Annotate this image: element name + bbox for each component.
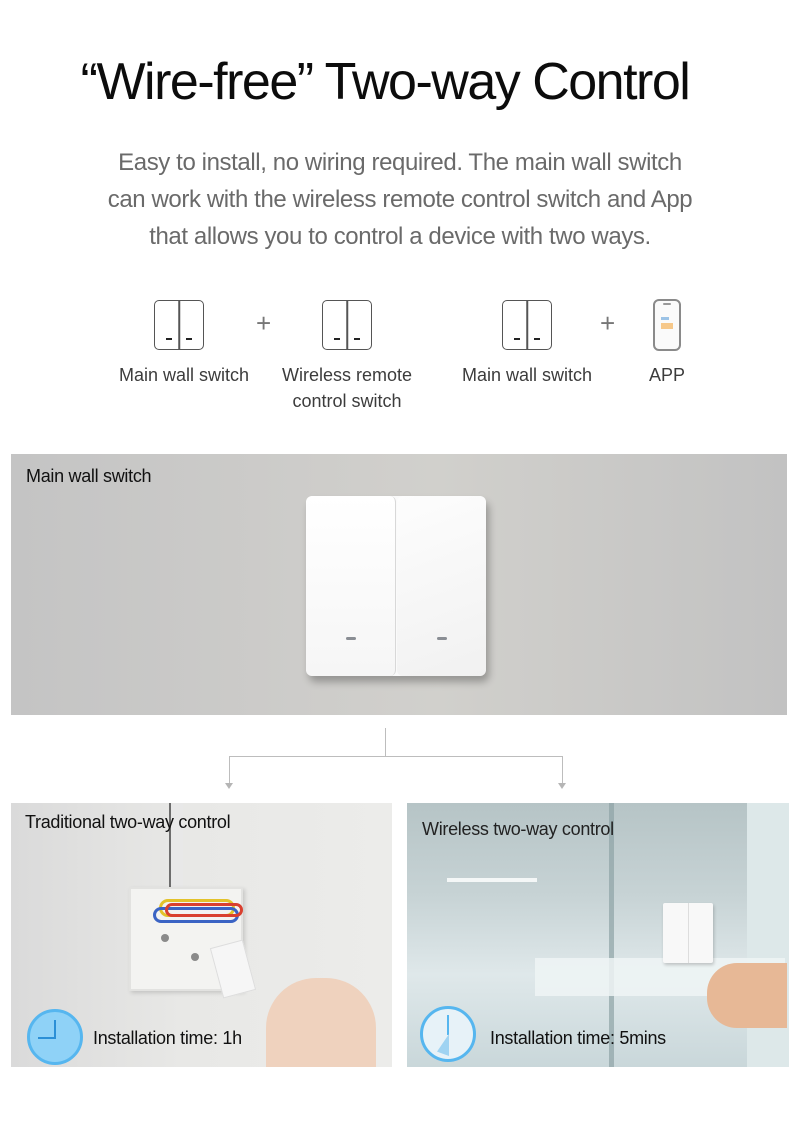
combo-wall-plus-app xyxy=(430,290,730,420)
connector-line xyxy=(229,756,563,757)
connector-line xyxy=(385,728,386,756)
two-gang-switch-icon xyxy=(154,300,204,350)
led-indicator-icon xyxy=(437,637,447,640)
subtitle-line: can work with the wireless remote control switch and App xyxy=(107,186,693,213)
hand-image xyxy=(707,963,787,1028)
panel-label: Wireless two-way control xyxy=(422,819,614,839)
installation-time: Installation time: 1h xyxy=(93,1028,242,1048)
combo-label: Wireless remote control switch xyxy=(281,365,413,411)
installation-time: Installation time: 5mins xyxy=(490,1028,666,1048)
wall-switch-image xyxy=(306,496,486,676)
led-indicator-icon xyxy=(346,637,356,640)
two-gang-switch-icon xyxy=(322,300,372,350)
combo-label: Main wall switch xyxy=(118,365,250,385)
wireless-switch-image xyxy=(663,903,713,963)
combo-label: Main wall switch xyxy=(461,365,593,385)
connector-line xyxy=(229,756,230,784)
hand-image xyxy=(266,978,376,1067)
rocker-right xyxy=(397,496,486,676)
arrow-down-icon xyxy=(225,783,233,789)
page-title: “Wire-free” Two-way Control xyxy=(80,53,690,111)
smartphone-icon xyxy=(653,299,681,351)
combo-wall-plus-remote xyxy=(0,290,430,420)
two-gang-switch-icon xyxy=(502,300,552,350)
traditional-control-panel xyxy=(11,803,392,1067)
panel-label: Traditional two-way control xyxy=(25,812,231,832)
page-subtitle xyxy=(40,144,760,255)
subtitle-line: that allows you to control a device with two ways. xyxy=(149,223,651,250)
clock-icon xyxy=(420,1006,476,1062)
rocker-left xyxy=(306,496,396,676)
plus-icon: + xyxy=(256,308,272,338)
clock-icon xyxy=(27,1009,83,1065)
ceiling-light xyxy=(447,878,537,882)
connector-line xyxy=(562,756,563,784)
subtitle-line: Easy to install, no wiring required. The main wall switch xyxy=(118,149,682,176)
plus-icon: + xyxy=(600,308,616,338)
wireless-control-panel xyxy=(407,803,789,1067)
combo-label: APP xyxy=(648,365,686,385)
arrow-down-icon xyxy=(558,783,566,789)
panel-label: Main wall switch xyxy=(26,466,152,486)
